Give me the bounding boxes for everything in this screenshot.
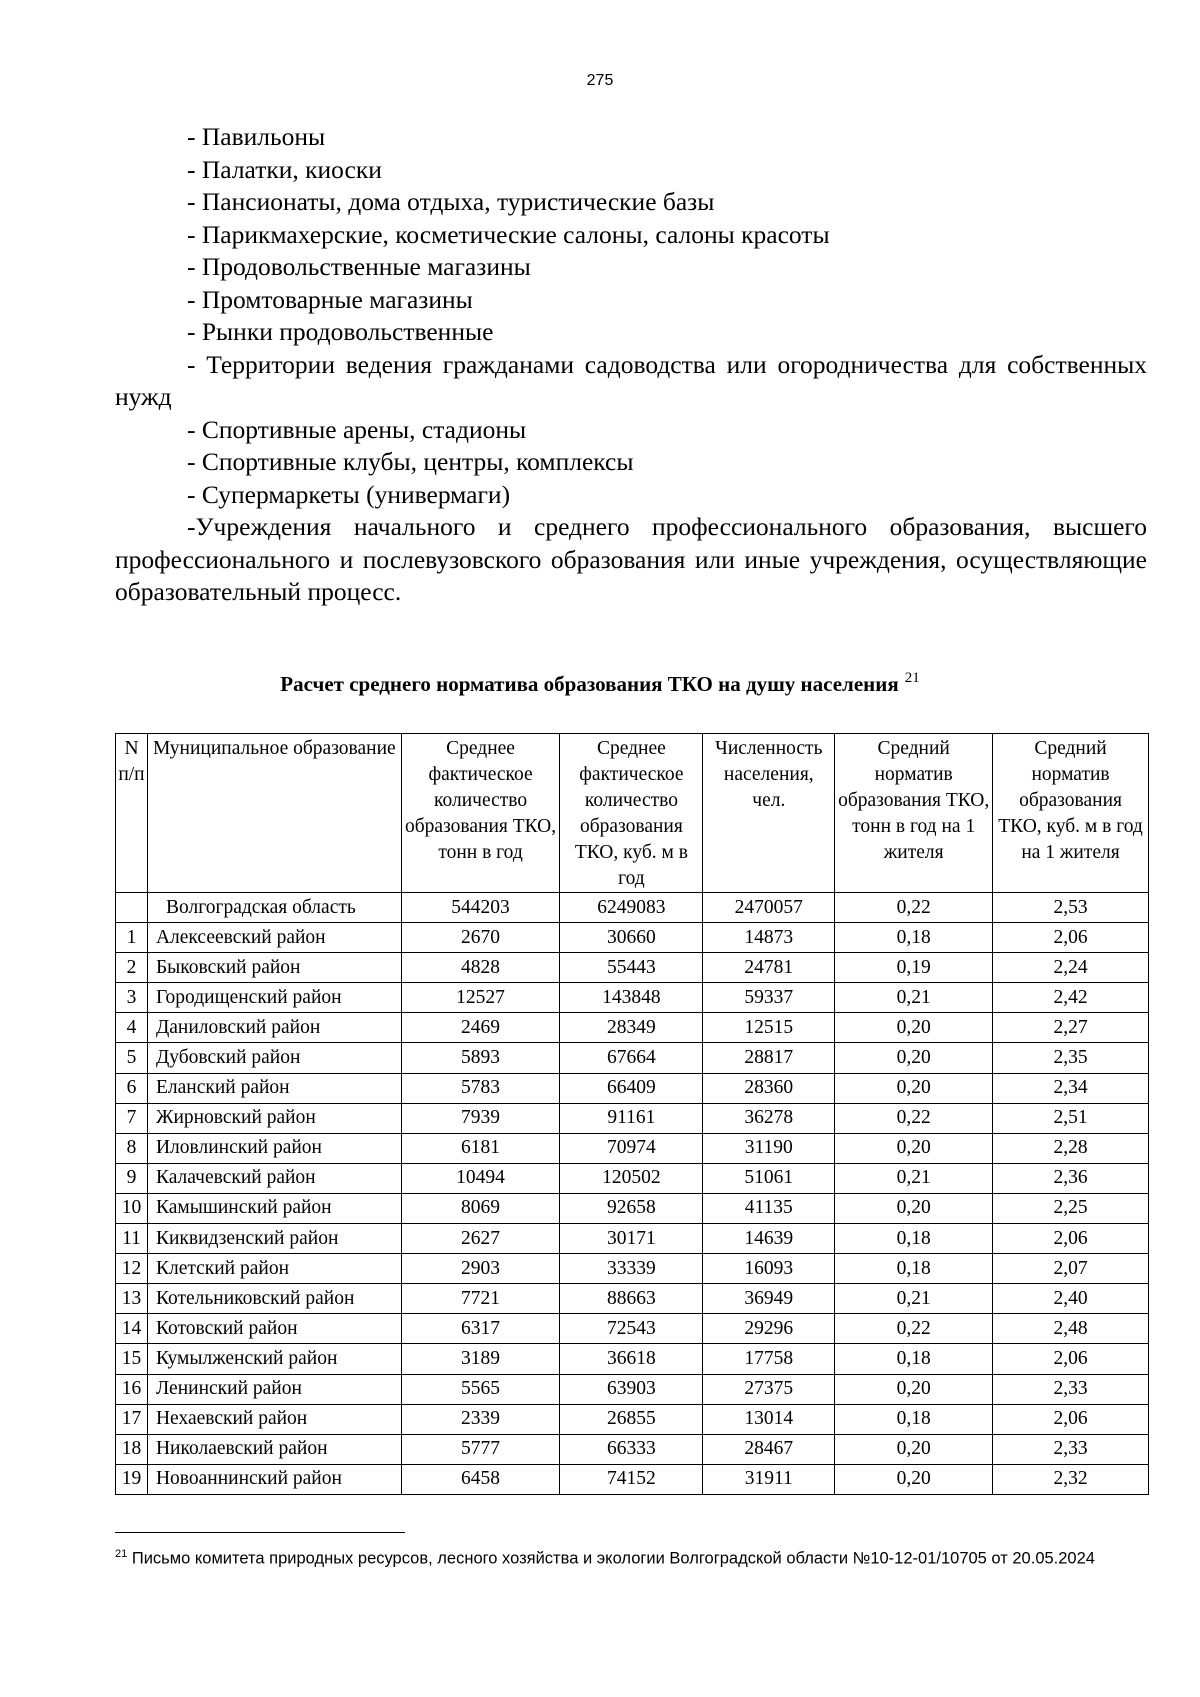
municipality-name: Николаевский район [147, 1434, 401, 1464]
population: 36949 [703, 1284, 835, 1314]
list-item: - Рынки продовольственные [187, 317, 494, 346]
municipality-name: Киквидзенский район [147, 1224, 401, 1254]
header-municipality: Муниципальное образование [147, 734, 401, 893]
table-row [116, 953, 1149, 983]
norm-tonnes: 0,20 [835, 1043, 993, 1073]
norm-tonnes: 0,20 [835, 1073, 993, 1103]
table-title-text: Расчет среднего норматива образования ТКО на душу населения [280, 672, 899, 696]
norm-cubic: 2,33 [993, 1374, 1149, 1404]
population: 2470057 [703, 893, 835, 923]
table-row [116, 983, 1149, 1013]
municipality-name: Даниловский район [147, 1013, 401, 1043]
row-number: 18 [116, 1434, 148, 1464]
norm-tonnes: 0,20 [835, 1013, 993, 1043]
table-row [116, 1043, 1149, 1073]
norm-cubic: 2,53 [993, 893, 1149, 923]
municipality-name: Жирновский район [147, 1103, 401, 1133]
list-item: - Палатки, киоски [187, 154, 382, 184]
list-item: - Спортивные клубы, центры, комплексы [187, 447, 634, 476]
object-type-list [115, 121, 1147, 609]
row-number: 3 [116, 983, 148, 1013]
waste-cubic: 72543 [560, 1314, 703, 1344]
table-row [116, 1013, 1149, 1043]
population: 28360 [703, 1073, 835, 1103]
waste-cubic: 55443 [560, 953, 703, 983]
row-number: 16 [116, 1374, 148, 1404]
list-item: - Территории ведения гражданами садоводства или огородничества для собственных нужд [115, 349, 1147, 411]
table-row [116, 1073, 1149, 1103]
table-row [116, 1193, 1149, 1223]
waste-tonnes: 2339 [401, 1404, 560, 1434]
municipality-name: Кумылженский район [147, 1344, 401, 1374]
row-number: 13 [116, 1284, 148, 1314]
waste-tonnes: 8069 [401, 1193, 560, 1223]
norm-tonnes: 0,18 [835, 1344, 993, 1374]
waste-cubic: 26855 [560, 1404, 703, 1434]
waste-tonnes: 2469 [401, 1013, 560, 1043]
municipality-name: Иловлинский район [147, 1133, 401, 1163]
table-body [116, 893, 1149, 1495]
waste-tonnes: 6458 [401, 1464, 560, 1494]
row-number [116, 893, 148, 923]
table-row [116, 893, 1149, 923]
municipality-name: Еланский район [147, 1073, 401, 1103]
list-item: - Павильоны [187, 122, 326, 151]
norm-tonnes: 0,22 [835, 1103, 993, 1133]
norm-tonnes: 0,20 [835, 1193, 993, 1223]
footnote [115, 1542, 1155, 1572]
row-number: 8 [116, 1133, 148, 1163]
norm-cubic: 2,06 [993, 1404, 1149, 1434]
row-number: 12 [116, 1254, 148, 1284]
waste-tonnes: 5783 [401, 1073, 560, 1103]
table-row [116, 1163, 1149, 1193]
norm-tonnes: 0,20 [835, 1133, 993, 1163]
norm-cubic: 2,34 [993, 1073, 1149, 1103]
waste-cubic: 91161 [560, 1103, 703, 1133]
population: 36278 [703, 1103, 835, 1133]
waste-norm-table [115, 733, 1149, 1495]
norm-cubic: 2,25 [993, 1193, 1149, 1223]
norm-cubic: 2,36 [993, 1163, 1149, 1193]
norm-cubic: 2,42 [993, 983, 1149, 1013]
header-population: Численность населения, чел. [703, 734, 835, 893]
row-number: 14 [116, 1314, 148, 1344]
footnote-ref: 21 [904, 670, 920, 686]
table-row [116, 1133, 1149, 1163]
population: 27375 [703, 1374, 835, 1404]
table-row [116, 1434, 1149, 1464]
population: 14873 [703, 923, 835, 953]
list-item: - Супермаркеты (универмаги) [187, 479, 511, 509]
table-row [116, 1464, 1149, 1494]
waste-tonnes: 7721 [401, 1284, 560, 1314]
norm-cubic: 2,48 [993, 1314, 1149, 1344]
list-item: - Спортивные арены, стадионы [187, 414, 527, 444]
table-title [0, 670, 1200, 697]
population: 24781 [703, 953, 835, 983]
waste-cubic: 66409 [560, 1073, 703, 1103]
municipality-name: Котельниковский район [147, 1284, 401, 1314]
waste-tonnes: 544203 [401, 893, 560, 923]
waste-cubic: 74152 [560, 1464, 703, 1494]
table-row [116, 1284, 1149, 1314]
table-row [116, 1374, 1149, 1404]
table-row [116, 1103, 1149, 1133]
norm-cubic: 2,24 [993, 953, 1149, 983]
waste-cubic: 30171 [560, 1224, 703, 1254]
list-item: -Учреждения начального и среднего профессионального образования, высшего профессионального и послевузовского образования или иные учреждения, осуществляющие образовательный процесс. [115, 512, 1147, 606]
row-number: 10 [116, 1193, 148, 1223]
norm-cubic: 2,33 [993, 1434, 1149, 1464]
norm-tonnes: 0,18 [835, 1254, 993, 1284]
table-row [116, 923, 1149, 953]
waste-cubic: 88663 [560, 1284, 703, 1314]
waste-cubic: 92658 [560, 1193, 703, 1223]
norm-tonnes: 0,22 [835, 893, 993, 923]
municipality-name: Новоаннинский район [147, 1464, 401, 1494]
population: 16093 [703, 1254, 835, 1284]
population: 51061 [703, 1163, 835, 1193]
row-number: 19 [116, 1464, 148, 1494]
waste-tonnes: 5777 [401, 1434, 560, 1464]
waste-cubic: 66333 [560, 1434, 703, 1464]
norm-cubic: 2,07 [993, 1254, 1149, 1284]
page-number: 275 [586, 72, 614, 89]
population: 28467 [703, 1434, 835, 1464]
table-row [116, 1344, 1149, 1374]
norm-cubic: 2,06 [993, 1224, 1149, 1254]
population: 17758 [703, 1344, 835, 1374]
waste-cubic: 30660 [560, 923, 703, 953]
waste-tonnes: 2670 [401, 923, 560, 953]
row-number: 5 [116, 1043, 148, 1073]
population: 12515 [703, 1013, 835, 1043]
municipality-name: Городищенский район [147, 983, 401, 1013]
row-number: 2 [116, 953, 148, 983]
municipality-name: Котовский район [147, 1314, 401, 1344]
municipality-name: Волгоградская область [147, 893, 401, 923]
row-number: 17 [116, 1404, 148, 1434]
table-row [116, 1224, 1149, 1254]
norm-tonnes: 0,19 [835, 953, 993, 983]
waste-tonnes: 5893 [401, 1043, 560, 1073]
header-waste-cubic: Среднее фактическое количество образования ТКО, куб. м в год [560, 734, 703, 893]
waste-cubic: 143848 [560, 983, 703, 1013]
table-header-row [116, 734, 1149, 893]
waste-tonnes: 12527 [401, 983, 560, 1013]
population: 13014 [703, 1404, 835, 1434]
norm-cubic: 2,32 [993, 1464, 1149, 1494]
population: 31190 [703, 1133, 835, 1163]
municipality-name: Камышинский район [147, 1193, 401, 1223]
footnote-text: Письмо комитета природных ресурсов, лесного хозяйства и экологии Волгоградской области №10-12-01/10705 от 20.05.2024 [127, 1549, 1095, 1568]
footnote-number: 21 [115, 1548, 128, 1560]
population: 14639 [703, 1224, 835, 1254]
norm-tonnes: 0,22 [835, 1314, 993, 1344]
row-number: 11 [116, 1224, 148, 1254]
norm-tonnes: 0,18 [835, 1404, 993, 1434]
table-row [116, 1254, 1149, 1284]
waste-cubic: 70974 [560, 1133, 703, 1163]
waste-tonnes: 2627 [401, 1224, 560, 1254]
norm-tonnes: 0,21 [835, 1284, 993, 1314]
population: 59337 [703, 983, 835, 1013]
row-number: 9 [116, 1163, 148, 1193]
norm-tonnes: 0,21 [835, 983, 993, 1013]
norm-cubic: 2,27 [993, 1013, 1149, 1043]
list-item: - Продовольственные магазины [187, 252, 531, 281]
norm-cubic: 2,35 [993, 1043, 1149, 1073]
norm-cubic: 2,28 [993, 1133, 1149, 1163]
norm-cubic: 2,06 [993, 923, 1149, 953]
waste-tonnes: 10494 [401, 1163, 560, 1193]
waste-tonnes: 5565 [401, 1374, 560, 1404]
waste-tonnes: 3189 [401, 1344, 560, 1374]
list-item: - Пансионаты, дома отдыха, туристические базы [187, 187, 715, 216]
waste-cubic: 67664 [560, 1043, 703, 1073]
population: 28817 [703, 1043, 835, 1073]
header-norm-tonnes: Средний норматив образования ТКО, тонн в год на 1 жителя [835, 734, 993, 893]
municipality-name: Алексеевский район [147, 923, 401, 953]
municipality-name: Ленинский район [147, 1374, 401, 1404]
population: 41135 [703, 1193, 835, 1223]
norm-cubic: 2,40 [993, 1284, 1149, 1314]
norm-tonnes: 0,18 [835, 1224, 993, 1254]
population: 29296 [703, 1314, 835, 1344]
municipality-name: Калачевский район [147, 1163, 401, 1193]
municipality-name: Дубовский район [147, 1043, 401, 1073]
municipality-name: Быковский район [147, 953, 401, 983]
norm-cubic: 2,51 [993, 1103, 1149, 1133]
header-number: N п/п [116, 734, 148, 893]
waste-tonnes: 6181 [401, 1133, 560, 1163]
population: 31911 [703, 1464, 835, 1494]
row-number: 15 [116, 1344, 148, 1374]
norm-cubic: 2,06 [993, 1344, 1149, 1374]
municipality-name: Клетский район [147, 1254, 401, 1284]
row-number: 7 [116, 1103, 148, 1133]
waste-cubic: 63903 [560, 1374, 703, 1404]
list-item: - Промтоварные магазины [187, 284, 473, 314]
waste-cubic: 28349 [560, 1013, 703, 1043]
waste-cubic: 6249083 [560, 893, 703, 923]
row-number: 1 [116, 923, 148, 953]
norm-tonnes: 0,20 [835, 1434, 993, 1464]
norm-tonnes: 0,21 [835, 1163, 993, 1193]
row-number: 6 [116, 1073, 148, 1103]
footnote-divider [115, 1532, 405, 1533]
table-row [116, 1314, 1149, 1344]
waste-cubic: 33339 [560, 1254, 703, 1284]
norm-tonnes: 0,18 [835, 923, 993, 953]
waste-cubic: 36618 [560, 1344, 703, 1374]
header-waste-tonnes: Среднее фактическое количество образования ТКО, тонн в год [401, 734, 560, 893]
waste-cubic: 120502 [560, 1163, 703, 1193]
waste-tonnes: 6317 [401, 1314, 560, 1344]
list-item: - Парикмахерские, косметические салоны, салоны красоты [187, 219, 830, 249]
waste-tonnes: 7939 [401, 1103, 560, 1133]
norm-tonnes: 0,20 [835, 1464, 993, 1494]
header-norm-cubic: Средний норматив образования ТКО, куб. м в год на 1 жителя [993, 734, 1149, 893]
municipality-name: Нехаевский район [147, 1404, 401, 1434]
waste-tonnes: 2903 [401, 1254, 560, 1284]
norm-tonnes: 0,20 [835, 1374, 993, 1404]
waste-tonnes: 4828 [401, 953, 560, 983]
table-row [116, 1404, 1149, 1434]
row-number: 4 [116, 1013, 148, 1043]
